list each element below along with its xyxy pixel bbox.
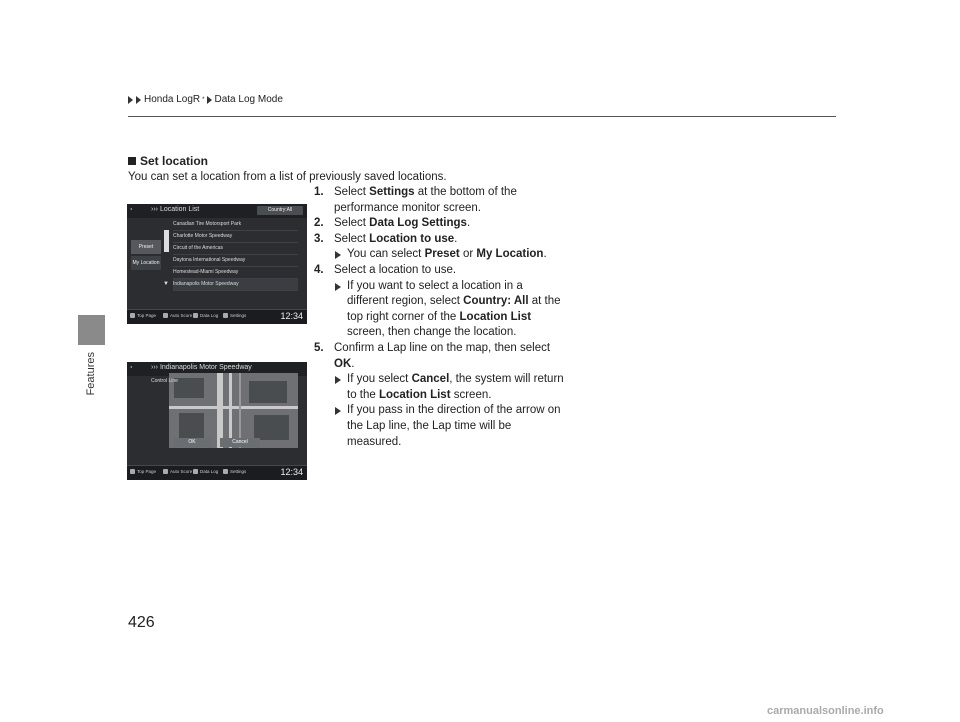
note-arrow-icon bbox=[335, 283, 341, 291]
note-text: If you want to select a location in a different region, select bbox=[347, 279, 523, 308]
step-text: Select bbox=[334, 232, 370, 245]
breadcrumb-arrow-icon bbox=[128, 96, 133, 104]
step-text: . bbox=[466, 217, 471, 230]
steps-list bbox=[314, 185, 564, 450]
step-text: Select bbox=[334, 186, 370, 198]
watermark: carmanualsonline.info bbox=[767, 705, 884, 717]
square-bullet-icon bbox=[128, 157, 136, 165]
chapter-tab bbox=[78, 315, 105, 345]
tab-label: Top Page bbox=[137, 313, 157, 318]
note-text: . bbox=[543, 248, 547, 261]
location-item[interactable]: Daytona International Speedway bbox=[173, 255, 298, 267]
note-arrow-icon bbox=[335, 376, 341, 384]
step-text: at the bottom of the performance monitor screen. bbox=[334, 186, 517, 214]
step-note bbox=[334, 279, 564, 341]
step-note bbox=[334, 372, 564, 403]
note-arrow-icon bbox=[335, 407, 341, 415]
step-number: 3. bbox=[314, 232, 324, 245]
satellite-map[interactable] bbox=[169, 373, 298, 448]
screen-topbar bbox=[127, 204, 307, 218]
map-block bbox=[174, 378, 204, 398]
step-keyword: Location to use bbox=[369, 232, 455, 245]
settings-tab[interactable] bbox=[223, 313, 246, 318]
step-keyword: Settings bbox=[369, 186, 415, 198]
step-number: 5. bbox=[314, 341, 324, 354]
note-text: at the top right corner of the bbox=[347, 295, 561, 323]
note-text: screen, then change the location. bbox=[347, 326, 517, 339]
top-page-tab[interactable] bbox=[130, 313, 156, 318]
car-icon bbox=[163, 313, 168, 318]
car-icon bbox=[163, 469, 168, 474]
tab-label: Data Log bbox=[200, 469, 219, 474]
screen-title-text: Location List bbox=[159, 206, 200, 213]
breadcrumb-part2[interactable]: Data Log Mode bbox=[214, 94, 283, 105]
back-icon: ◂ bbox=[130, 364, 133, 369]
note-text: screen. bbox=[450, 388, 492, 401]
location-item[interactable]: Canadian Tire Motorsport Park bbox=[173, 219, 298, 231]
tab-label: Auto Score bbox=[170, 313, 193, 318]
section-title-text: Set location bbox=[140, 154, 209, 168]
map-block bbox=[179, 413, 204, 441]
screen-title-text: Indianapolis Motor Speedway bbox=[159, 364, 252, 371]
tab-label: Settings bbox=[230, 469, 247, 474]
step-note bbox=[334, 247, 564, 263]
step-note bbox=[334, 403, 564, 450]
step-3 bbox=[314, 232, 564, 263]
screen-bottombar bbox=[127, 465, 307, 480]
note-text: , the system will return to the bbox=[347, 373, 564, 401]
note-keyword: Preset bbox=[424, 248, 460, 261]
header-divider bbox=[128, 116, 836, 117]
note-keyword: Location List bbox=[459, 310, 532, 323]
gear-icon bbox=[223, 313, 228, 318]
data-log-icon bbox=[193, 469, 198, 474]
back-icon: ◂ bbox=[130, 206, 133, 211]
tab-label: Data Log bbox=[200, 313, 219, 318]
location-list-screenshot bbox=[127, 204, 307, 324]
step-5 bbox=[314, 341, 564, 450]
tab-label: Top Page bbox=[137, 469, 157, 474]
step-1 bbox=[314, 185, 564, 216]
step-2 bbox=[314, 216, 564, 232]
note-keyword: Country: All bbox=[463, 295, 529, 308]
note-keyword: Location List bbox=[378, 388, 451, 401]
location-item[interactable]: Circuit of the Americas bbox=[173, 243, 298, 255]
location-item[interactable]: Indianapolis Motor Speedway bbox=[173, 279, 298, 291]
note-keyword: Cancel bbox=[411, 373, 450, 386]
location-item[interactable]: Homestead-Miami Speedway bbox=[173, 267, 298, 279]
scroll-down-icon[interactable]: ▼ bbox=[163, 281, 169, 287]
map-block bbox=[249, 381, 287, 403]
chapter-label: Features bbox=[85, 352, 97, 396]
screen-title: ››› Indianapolis Motor Speedway bbox=[151, 364, 252, 371]
step-text: Select a location to use. bbox=[334, 263, 457, 276]
clock: 12:34 bbox=[280, 467, 303, 477]
data-log-tab[interactable] bbox=[193, 469, 218, 474]
step-text: Select bbox=[334, 217, 370, 230]
preset-button[interactable]: Preset bbox=[131, 240, 161, 254]
screen-bottombar bbox=[127, 309, 307, 324]
step-keyword: Data Log Settings bbox=[369, 217, 467, 230]
auto-score-tab[interactable] bbox=[163, 469, 192, 474]
home-icon bbox=[130, 313, 135, 318]
map-block bbox=[254, 415, 289, 440]
step-number: 2. bbox=[314, 217, 324, 230]
breadcrumb-arrow-icon bbox=[136, 96, 141, 104]
section-title bbox=[128, 154, 208, 168]
my-location-button[interactable]: My Location bbox=[131, 256, 161, 270]
top-page-tab[interactable] bbox=[130, 469, 156, 474]
breadcrumb-arrow-icon bbox=[207, 96, 212, 104]
map-road bbox=[229, 373, 232, 448]
country-button[interactable]: Country:All bbox=[257, 206, 303, 215]
step-keyword: OK bbox=[334, 357, 352, 370]
step-text: . bbox=[351, 357, 355, 370]
ok-button[interactable]: OK bbox=[173, 438, 211, 447]
scrollbar[interactable] bbox=[164, 230, 169, 252]
step-number: 4. bbox=[314, 263, 324, 276]
note-text: or bbox=[459, 248, 477, 261]
breadcrumb-asterisk: * bbox=[202, 96, 205, 103]
map-road bbox=[169, 406, 298, 409]
breadcrumb-part1[interactable]: Honda LogR bbox=[144, 94, 201, 105]
control-line-label: Control Line bbox=[151, 378, 178, 384]
page-number: 426 bbox=[128, 614, 155, 631]
note-arrow-icon bbox=[335, 251, 341, 259]
tab-label: Auto Score bbox=[170, 469, 193, 474]
note-text: If you select bbox=[347, 373, 412, 386]
map-screenshot bbox=[127, 362, 307, 480]
gear-icon bbox=[223, 469, 228, 474]
breadcrumb bbox=[128, 94, 283, 105]
auto-score-tab[interactable] bbox=[163, 313, 192, 318]
step-4 bbox=[314, 263, 564, 341]
map-road bbox=[239, 373, 241, 448]
location-item[interactable]: Charlotte Motor Speedway bbox=[173, 231, 298, 243]
step-text: . bbox=[454, 232, 458, 245]
data-log-tab[interactable] bbox=[193, 313, 218, 318]
note-keyword: My Location bbox=[476, 248, 544, 261]
map-track bbox=[217, 373, 223, 448]
tab-label: Settings bbox=[230, 313, 247, 318]
home-icon bbox=[130, 469, 135, 474]
screen-title: ››› Location List bbox=[151, 206, 200, 213]
data-log-icon bbox=[193, 313, 198, 318]
clock: 12:34 bbox=[280, 311, 303, 321]
note-text: If you pass in the direction of the arrow on the Lap line, the Lap time will be measured. bbox=[347, 404, 561, 448]
cancel-button[interactable]: Cancel bbox=[220, 438, 260, 447]
note-text: You can select bbox=[347, 248, 425, 261]
step-number: 1. bbox=[314, 186, 324, 198]
step-text: Confirm a Lap line on the map, then select bbox=[334, 341, 551, 354]
settings-tab[interactable] bbox=[223, 469, 246, 474]
section-intro: You can set a location from a list of previously saved locations. bbox=[128, 171, 447, 183]
